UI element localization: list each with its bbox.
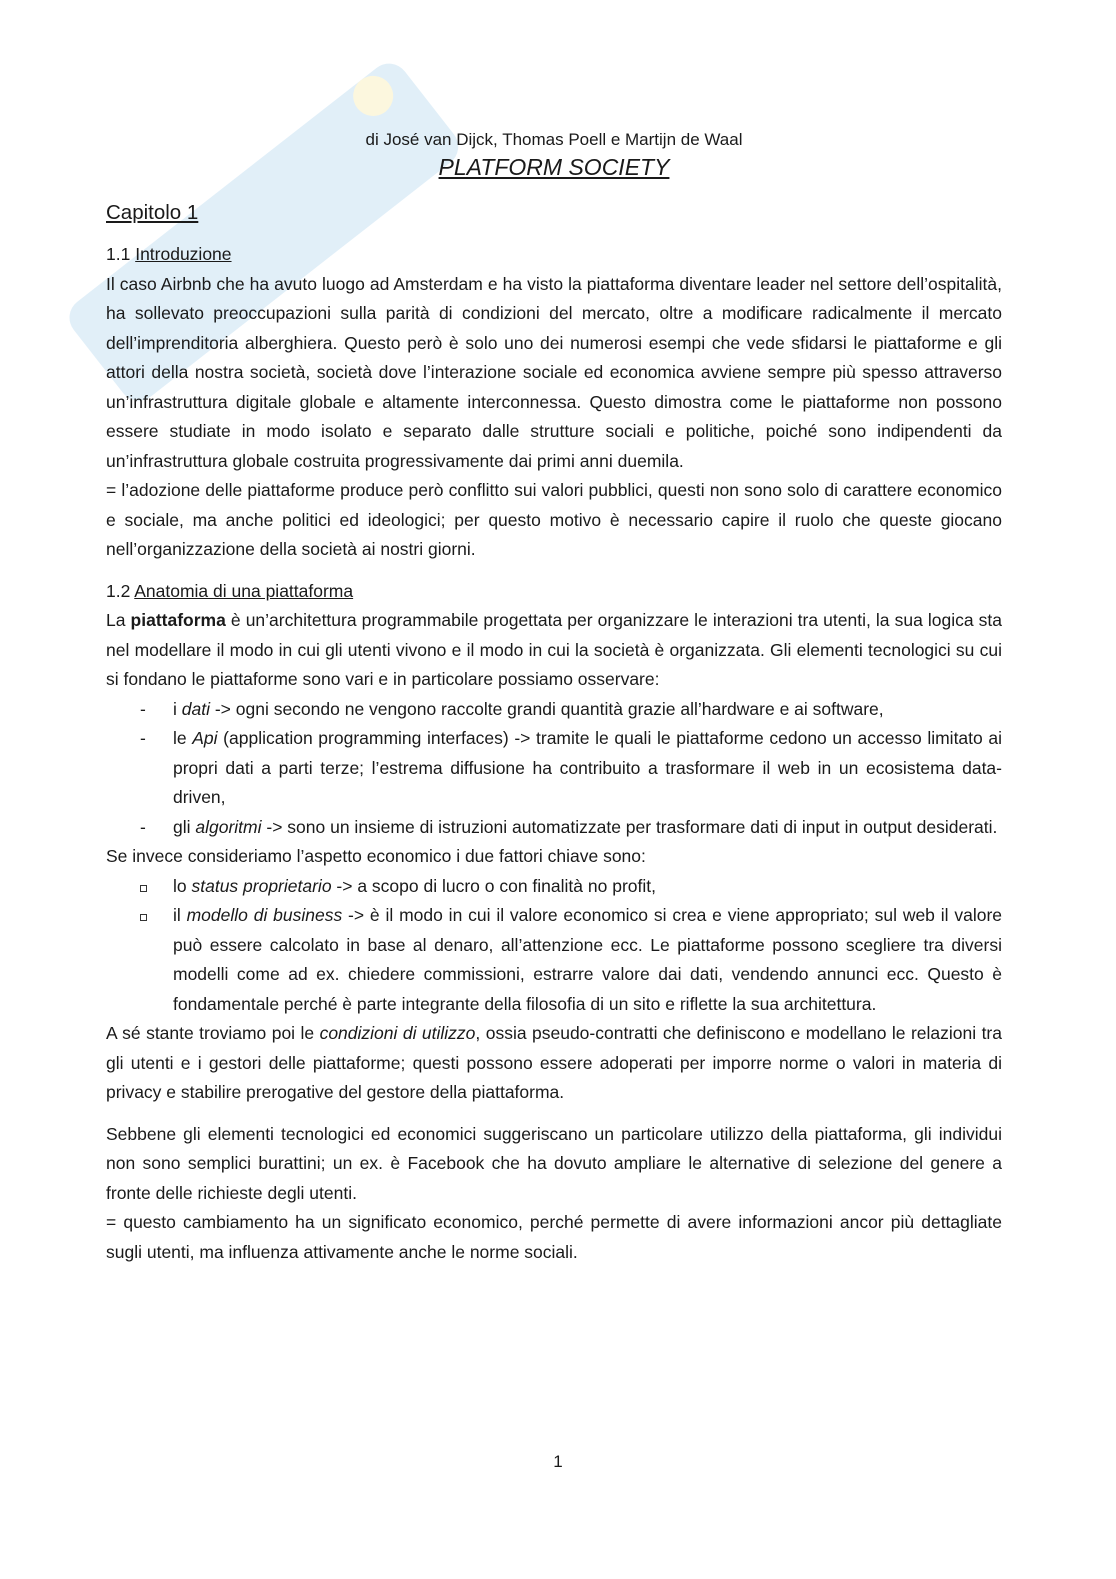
- section-number: 1.2: [106, 580, 135, 601]
- italic-term: algoritmi: [195, 816, 262, 837]
- italic-term: modello di business: [186, 905, 343, 925]
- paragraph: = l’adozione delle piattaforme produce però conflitto sui valori pubblici, questi non sono solo di carattere economico e sociale, ma anche politici ed ideologici; per questo motivo è necessario capire il ruolo che queste giocano nell’organizzazione della società ai nostri giorni.: [106, 480, 1002, 559]
- italic-term: dati: [181, 698, 210, 719]
- section-title: Introduzione: [135, 244, 232, 264]
- document-body: [106, 128, 1002, 1267]
- list-item: - le Api (application programming interfaces) -> tramite le quali le piattaforme cedono un accesso limitato ai propri dati a parti terze; l’estrema diffusione ha contribuito a trasformare il web in un ecosistema data-driven,: [106, 724, 1002, 813]
- bold-term: piattaforma: [130, 610, 226, 630]
- chapter-heading: Capitolo 1: [106, 201, 199, 224]
- document-title: PLATFORM SOCIETY: [438, 154, 670, 180]
- tech-elements-list: [106, 695, 1002, 843]
- section-heading-1-2: [106, 577, 1002, 607]
- paragraph: Sebbene gli elementi tecnologici ed economici suggeriscano un particolare utilizzo della piattaforma, gli individui non sono semplici burattini; un ex. è Facebook che ha dovuto ampliare le alternative di selezione del genere a fronte delle richieste degli utenti.: [106, 1123, 1002, 1203]
- text-run: La: [106, 610, 131, 630]
- section-title: Anatomia di una piattaforma: [134, 580, 354, 601]
- economic-factors-list: [106, 872, 1002, 1020]
- paragraph: [106, 606, 1002, 695]
- list-item: il modello di business -> è il modo in cui il valore economico si crea e viene appropriato; sul web il valore può essere calcolato in base al denaro, all’attenzione ecc. Le piattaforme possono scegliere tra diversi modelli come ad ex. chiedere commissioni, estrarre valore dai dati, vendendo annunci ecc. Questo è fondamentale perché è parte integrante della filosofia di un sito e riflette la sua architettura.: [106, 901, 1002, 1019]
- text-run: è un’architettura programmabile progettata per organizzare le interazioni tra utenti, la sua logica sta nel modellare il modo in cui gli utenti vivono e il modo in cui la società è organizzata. Gli elementi tecnologici su cui si fondano le piattaforme sono vari e in particolare possiamo osservare:: [106, 610, 1002, 689]
- list-item: - gli algoritmi -> sono un insieme di istruzioni automatizzate per trasformare dati di input in output desiderati.: [106, 813, 1002, 843]
- paragraph: Se invece consideriamo l’aspetto economico i due fattori chiave sono:: [106, 846, 646, 866]
- page-number: 1: [553, 1452, 563, 1471]
- section-number: 1.1: [106, 244, 136, 264]
- list-item: lo status proprietario -> a scopo di lucro o con finalità no profit,: [106, 872, 1002, 902]
- paragraph: Il caso Airbnb che ha avuto luogo ad Amsterdam e ha visto la piattaforma diventare leader nel settore dell’ospitalità, ha sollevato preoccupazioni sulla parità di condizioni del mercato, oltre a modificare radicalmente il mercato dell’imprenditoria alberghiera. Questo però è solo uno dei numerosi esempi che vede sfidarsi le piattaforme e gli attori della nostra società, società dove l’interazione sociale ed economica avviene sempre più spesso attraverso un’infrastruttura digitale globale e altamente interconnessa. Questo dimostra come le piattaforme non possono essere studiate in modo isolato e separato dalle strutture sociali e politiche, poiché sono indipendenti da un’infrastruttura globale costruita progressivamente dai primi anni duemila.: [106, 273, 1002, 471]
- section-heading-1-1: [106, 240, 1002, 270]
- paragraph: = questo cambiamento ha un significato economico, perché permette di avere informazioni ancor più dettagliate sugli utenti, ma influenza attivamente anche le norme sociali.: [106, 1212, 1002, 1262]
- italic-term: Api: [192, 728, 218, 748]
- list-item: - i dati -> ogni secondo ne vengono raccolte grandi quantità grazie all’hardware e ai software,: [106, 695, 1002, 725]
- italic-term: status proprietario: [191, 875, 332, 896]
- authors-line: di José van Dijck, Thomas Poell e Martijn de Waal: [365, 130, 743, 149]
- paragraph: A sé stante troviamo poi le condizioni di utilizzo, ossia pseudo-contratti che definiscono e modellano le relazioni tra gli utenti e i gestori delle piattaforme; questi possono essere adoperati per imporre norme o valori in materia di privacy e stabilire prerogative del gestore della piattaforma.: [106, 1023, 1002, 1102]
- italic-term: condizioni di utilizzo: [319, 1023, 476, 1043]
